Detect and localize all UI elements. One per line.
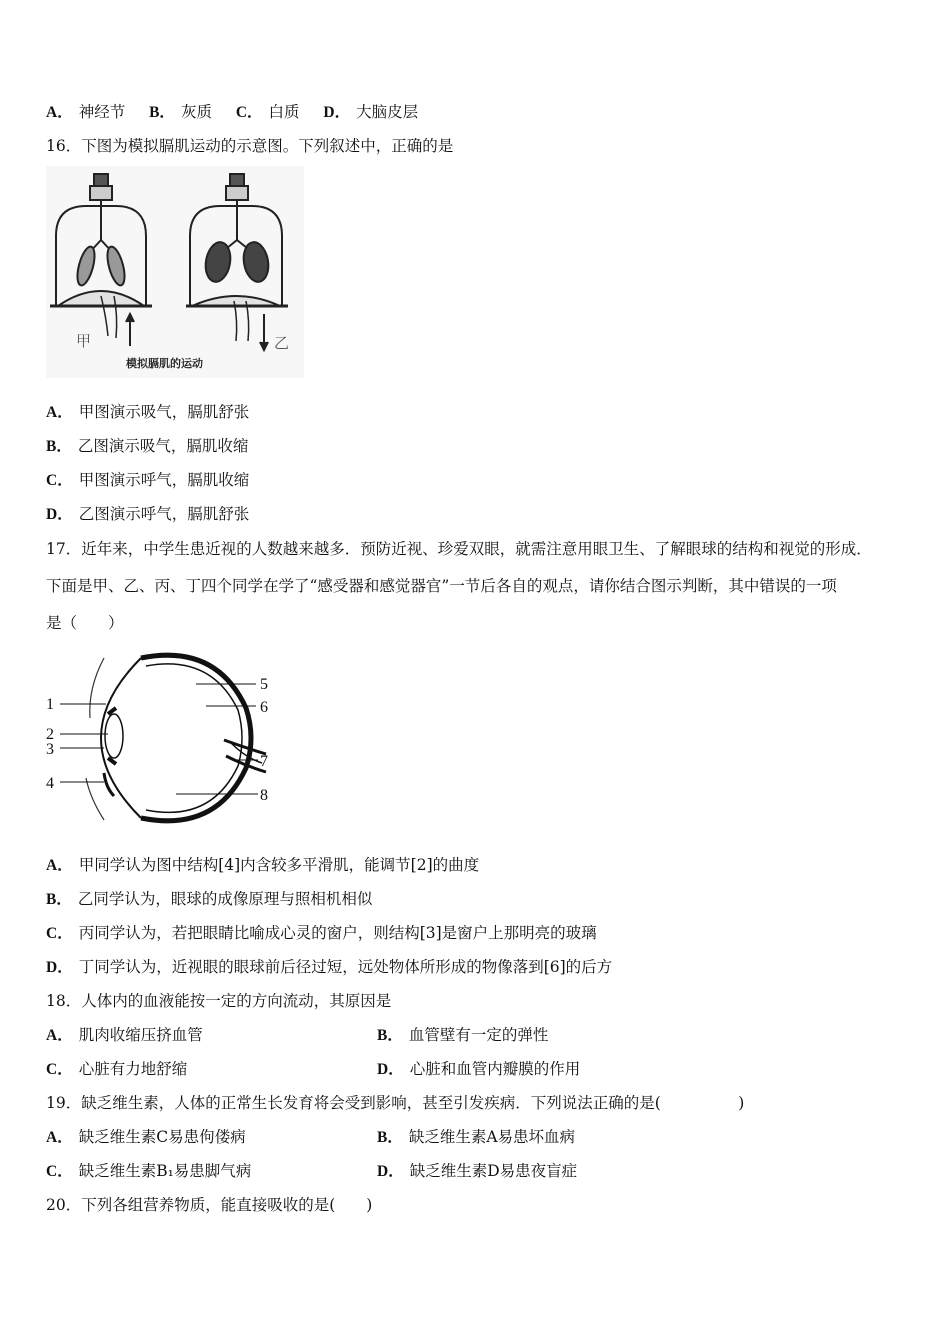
q17-eye-figure <box>46 648 282 828</box>
label-yi: 乙 <box>274 336 290 352</box>
eye-label-3: 3 <box>46 741 54 758</box>
eye-label-8: 8 <box>260 787 268 804</box>
eye-label-2: 2 <box>46 726 54 743</box>
eye-label-1: 1 <box>46 696 54 713</box>
q15-option-d-letter: D． <box>323 104 351 121</box>
eye-label-5: 5 <box>260 676 268 693</box>
q17-option-d: D． 丁同学认为，近视眼的眼球前后径过短，远处物体所形成的物像落到[6]的后方 <box>46 958 613 976</box>
q19-option-d: D． 缺乏维生素D易患夜盲症 <box>377 1162 578 1180</box>
q20-stem: 20．下列各组营养物质，能直接吸收的是( ) <box>46 1196 373 1214</box>
q16-option-b: B． 乙图演示吸气，膈肌收缩 <box>46 437 249 455</box>
q19-option-b: B． 缺乏维生素A易患坏血病 <box>377 1128 576 1146</box>
q17-stem-line2: 下面是甲、乙、丙、丁四个同学在学了“感受器和感觉器官”一节后各自的观点，请你结合图示判断，其中错误的一项 <box>46 577 837 595</box>
q17-stem-line1: 17．近年来，中学生患近视的人数越来越多．预防近视、珍爱双眼，就需注意用眼卫生、了解眼球的结构和视觉的形成． <box>46 540 872 558</box>
q18-option-c: C． 心脏有力地舒缩 <box>46 1060 188 1078</box>
q19-stem: 19．缺乏维生素，人体的正常生长发育将会受到影响，甚至引发疾病．下列说法正确的是( ) <box>46 1094 745 1112</box>
q15-option-c: 白质 <box>268 103 300 121</box>
q17-stem-line3: 是（ ） <box>46 614 124 632</box>
figure-caption: 模拟膈肌的运动 <box>126 358 203 370</box>
q19-option-a: A． 缺乏维生素C易患佝偻病 <box>46 1128 246 1146</box>
q18-option-b: B． 血管壁有一定的弹性 <box>377 1026 549 1044</box>
q15-option-b: 灰质 <box>180 103 212 121</box>
q17-option-a: A． 甲同学认为图中结构[4]内含较多平滑肌，能调节[2]的曲度 <box>46 856 480 874</box>
q16-diaphragm-figure <box>46 166 304 378</box>
q17-option-c: C． 丙同学认为，若把眼睛比喻成心灵的窗户，则结构[3]是窗户上那明亮的玻璃 <box>46 924 597 942</box>
q15-option-a-letter: A． <box>46 104 73 121</box>
q18-option-a: A． 肌肉收缩压挤血管 <box>46 1026 203 1044</box>
q16-stem: 16．下图为模拟膈肌运动的示意图。下列叙述中，正确的是 <box>46 137 454 155</box>
q15-option-b-letter: B． <box>149 104 175 121</box>
q19-option-c: C． 缺乏维生素B₁易患脚气病 <box>46 1162 252 1180</box>
eye-label-6: 6 <box>260 699 268 716</box>
q15-option-a: 神经节 <box>78 103 126 121</box>
q18-option-d: D． 心脏和血管内瓣膜的作用 <box>377 1060 581 1078</box>
q17-option-b: B． 乙同学认为，眼球的成像原理与照相机相似 <box>46 890 373 908</box>
q16-option-d: D． 乙图演示呼气，膈肌舒张 <box>46 505 250 523</box>
q15-option-d: 大脑皮层 <box>356 103 419 121</box>
eye-label-4: 4 <box>46 775 54 792</box>
eye-label-7: 7 <box>260 753 268 770</box>
q18-stem: 18．人体内的血液能按一定的方向流动，其原因是 <box>46 992 392 1010</box>
label-jia: 甲 <box>76 334 92 350</box>
q16-option-a: A． 甲图演示吸气，膈肌舒张 <box>46 403 250 421</box>
q15-options <box>46 102 418 123</box>
q16-option-c: C． 甲图演示呼气，膈肌收缩 <box>46 471 250 489</box>
q15-option-c-letter: C． <box>235 104 263 121</box>
